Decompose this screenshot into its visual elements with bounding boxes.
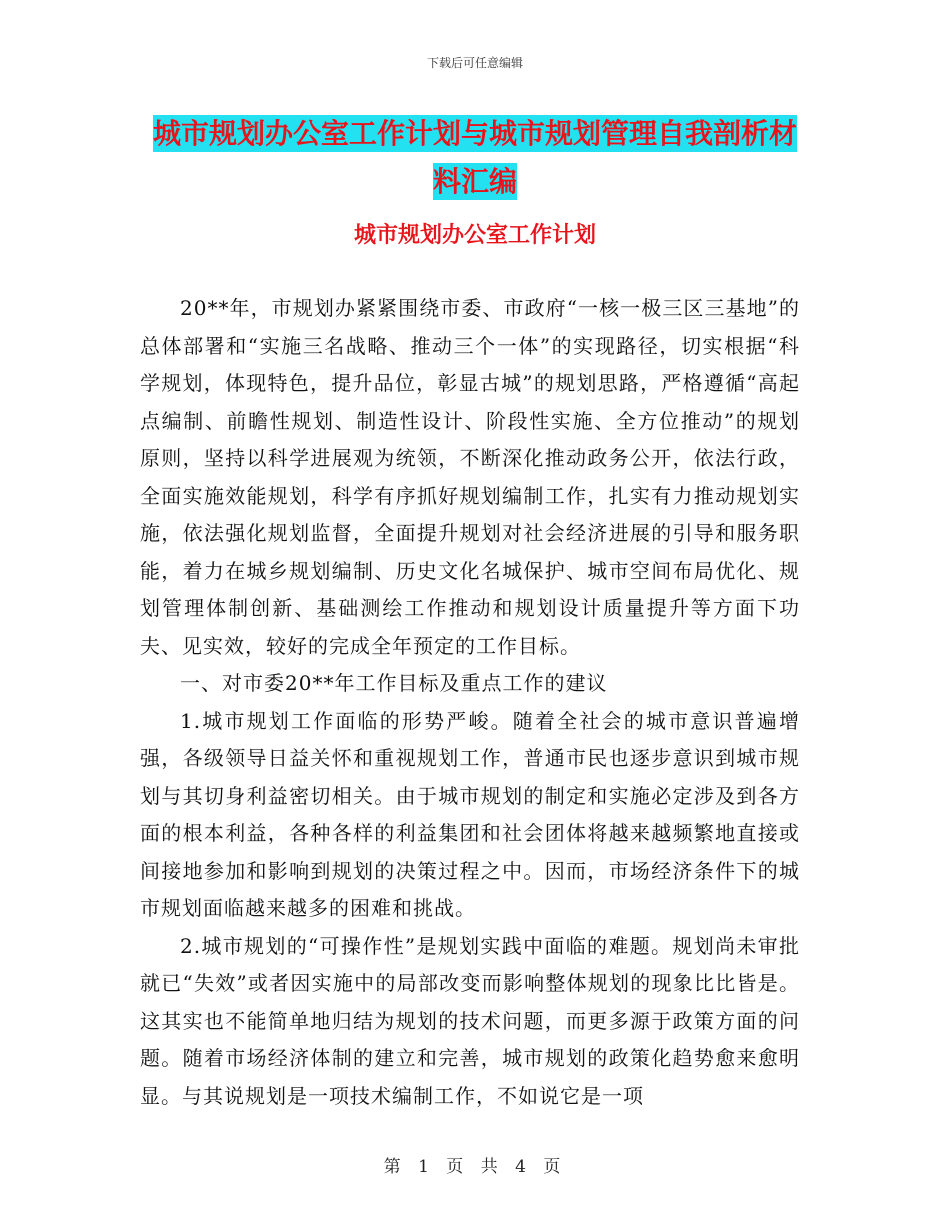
paragraph-intro: 20**年，市规划办紧紧围绕市委、市政府“一核一极三区三基地”的总体部署和“实施三名战略、推动三个一体”的实现路径，切实根据“科学规划，体现特色，提升品位，彰显古城”的规划思路，严格遵循“高起点编制、前瞻性规划、制造性设计、阶段性实施、全方位推动”的规划原则，坚持以科学进展观为统领，不断深化推动政务公开，依法行政，全面实施效能规划，科学有序抓好规划编制工作，扎实有力推动规划实施，依法强化规划监督，全面提升规划对社会经济进展的引导和服务职能，着力在城乡规划编制、历史文化名城保护、城市空间布局优化、规划管理体制创新、基础测绘工作推动和规划设计质量提升等方面下功夫、见实效，较好的完成全年预定的工作目标。 [140, 296, 800, 658]
body-text [140, 290, 800, 1115]
document-title [140, 110, 810, 206]
document-title-line-2: 料汇编 [432, 165, 517, 198]
paragraph-item-1: 1.城市规划工作面临的形势严峻。随着全社会的城市意识普遍增强，各级领导日益关怀和重视规划工作，普通市民也逐步意识到城市规划与其切身利益密切相关。由于城市规划的制定和实施必定涉及到各方面的根本利益，各种各样的利益集团和社会团体将越来越频繁地直接或间接地参加和影响到规划的决策过程之中。因而，市场经济条件下的城市规划面临越来越多的困难和挑战。 [140, 708, 800, 920]
page-footer: 第 1 页 共 4 页 [383, 1157, 567, 1177]
header-note: 下载后可任意编辑 [426, 56, 523, 70]
paragraph-item-2: 2.城市规划的“可操作性”是规划实践中面临的难题。规划尚未审批就已“失效”或者因实施中的局部改变而影响整体规划的现象比比皆是。这其实也不能简单地归结为规划的技术问题，而更多源于政策方面的问题。随着市场经济体制的建立和完善，城市规划的政策化趋势愈来愈明显。与其说规划是一项技术编制工作，不如说它是一项 [140, 933, 800, 1108]
section-title: 城市规划办公室工作计划 [353, 223, 596, 248]
document-title-line-1: 城市规划办公室工作计划与城市规划管理自我剖析材 [152, 117, 797, 150]
paragraph-heading-1: 一、对市委20**年工作目标及重点工作的建议 [180, 671, 608, 695]
